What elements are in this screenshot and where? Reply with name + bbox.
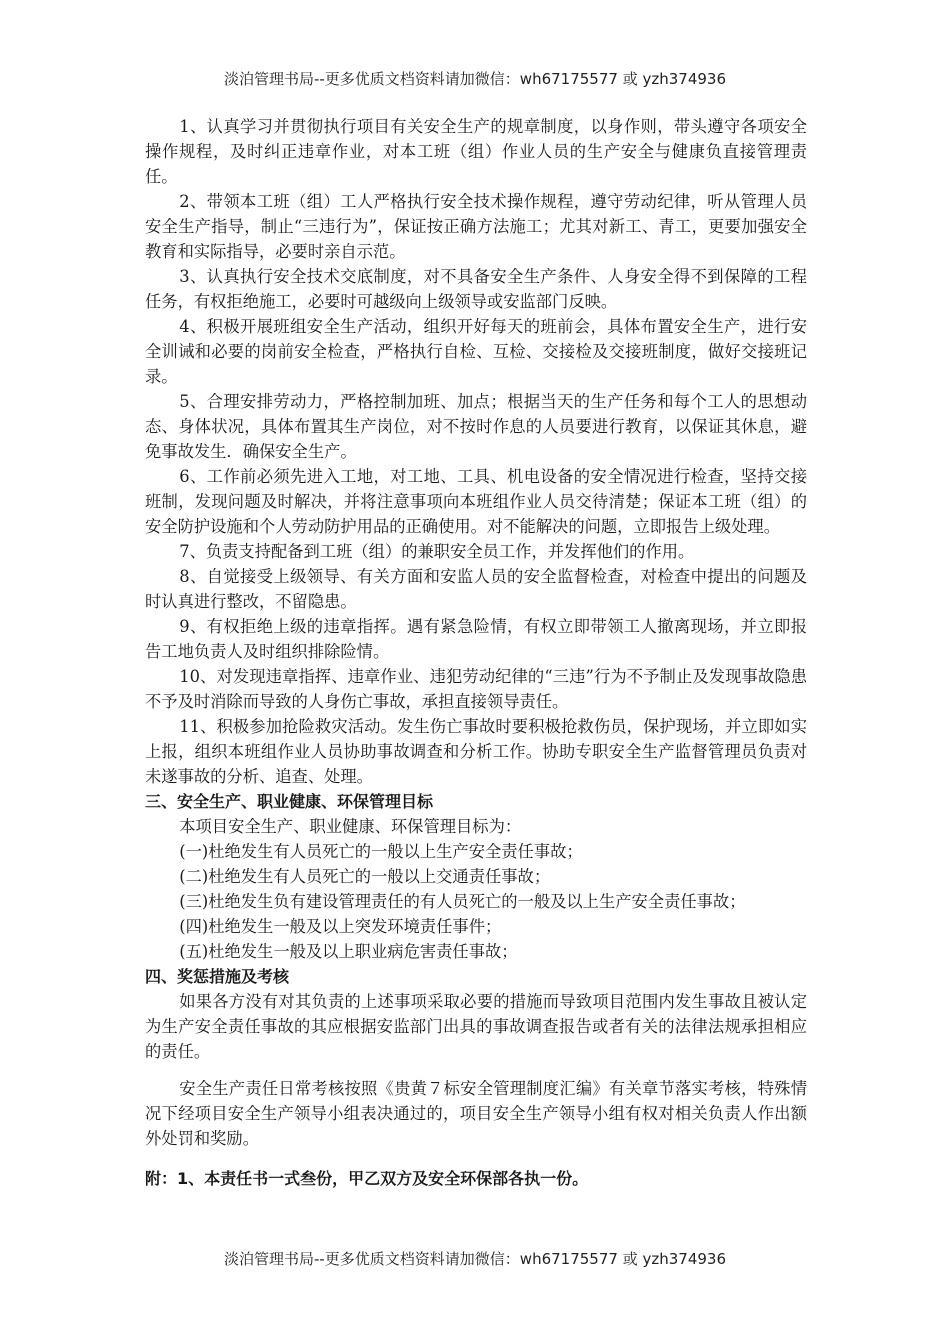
duty-item: 3、认真执行安全技术交底制度，对不具备安全生产条件、人身安全得不到保障的工程任务，有权拒绝施工，必要时可越级向上级领导或安监部门反映。	[145, 267, 807, 311]
appendix-note: 附：1、本责任书一式叁份，甲乙双方及安全环保部各执一份。	[145, 1169, 589, 1188]
duty-item: 11、积极参加抢险救灾活动。发生伤亡事故时要积极抢救伤员，保护现场，并立即如实上报，组织本班组作业人员协助事故调查和分析工作。协助专职安全生产监督管理员负责对未遂事故的分析、追查、处理。	[145, 717, 807, 786]
section-heading: 四、奖惩措施及考核	[145, 967, 290, 986]
page-footer: 淡泊管理书局--更多优质文档资料请加微信：wh67175577 或 yzh374936	[223, 1250, 726, 1268]
section-heading: 三、安全生产、职业健康、环保管理目标	[145, 792, 434, 811]
duty-item: 9、有权拒绝上级的违章指挥。遇有紧急险情，有权立即带领工人撤离现场，并立即报告工地负责人及时组织排除险情。	[145, 617, 807, 661]
document-body	[145, 114, 807, 1191]
section-paragraph: 如果各方没有对其负责的上述事项采取必要的措施而导致项目范围内发生事故且被认定为生产安全责任事故的其应根据安监部门出具的事故调查报告或者有关的法律法规承担相应的责任。	[145, 992, 807, 1061]
duty-item: 8、自觉接受上级领导、有关方面和安监人员的安全监督检查，对检查中提出的问题及时认真进行整改，不留隐患。	[145, 567, 807, 611]
duty-item: 4、积极开展班组安全生产活动，组织开好每天的班前会，具体布置安全生产，进行安全训诫和必要的岗前安全检查，严格执行自检、互检、交接检及交接班制度，做好交接班记录。	[145, 317, 807, 386]
duty-item: 2、带领本工班（组）工人严格执行安全技术操作规程，遵守劳动纪律，听从管理人员安全生产指导，制止“三违行为”，保证按正确方法施工；尤其对新工、青工，更要加强安全教育和实际指导，必要时亲自示范。	[145, 192, 807, 261]
section-paragraph: 安全生产责任日常考核按照《贵黄７标安全管理制度汇编》有关章节落实考核，特殊情况下经项目安全生产领导小组表决通过的，项目安全生产领导小组有权对相关负责人作出额外处罚和奖励。	[145, 1079, 807, 1148]
section-intro: 本项目安全生产、职业健康、环保管理目标为：	[179, 817, 522, 836]
goal-item: (一)杜绝发生有人员死亡的一般以上生产安全责任事故；	[179, 842, 583, 861]
goal-item: (二)杜绝发生有人员死亡的一般以上交通责任事故；	[179, 867, 551, 886]
duty-item: 10、对发现违章指挥、违章作业、违犯劳动纪律的“三违”行为不予制止及发现事故隐患不予及时消除而导致的人身伤亡事故，承担直接领导责任。	[145, 667, 807, 711]
duty-item: 1、认真学习并贯彻执行项目有关安全生产的规章制度，以身作则，带头遵守各项安全操作规程，及时纠正违章作业，对本工班（组）作业人员的生产安全与健康负直接管理责任。	[145, 117, 807, 186]
duty-item: 6、工作前必须先进入工地，对工地、工具、机电设备的安全情况进行检查，坚持交接班制，发现问题及时解决，并将注意事项向本班组作业人员交待清楚；保证本工班（组）的安全防护设施和个人劳动防护用品的正确使用。对不能解决的问题，立即报告上级处理。	[145, 467, 807, 536]
page-header: 淡泊管理书局--更多优质文档资料请加微信：wh67175577 或 yzh374936	[223, 70, 726, 88]
goal-item: (四)杜绝发生一般及以上突发环境责任事件；	[179, 917, 502, 936]
goal-item: (三)杜绝发生负有建设管理责任的有人员死亡的一般及以上生产安全责任事故；	[179, 892, 746, 911]
goal-item: (五)杜绝发生一般及以上职业病危害责任事故；	[179, 942, 518, 961]
duty-item: 5、合理安排劳动力，严格控制加班、加点；根据当天的生产任务和每个工人的思想动态、身体状况，具体布置其生产岗位，对不按时作息的人员要进行教育，以保证其休息，避免事故发生．确保安全生产。	[145, 392, 807, 461]
duty-item: 7、负责支持配备到工班（组）的兼职安全员工作，并发挥他们的作用。	[179, 542, 695, 561]
